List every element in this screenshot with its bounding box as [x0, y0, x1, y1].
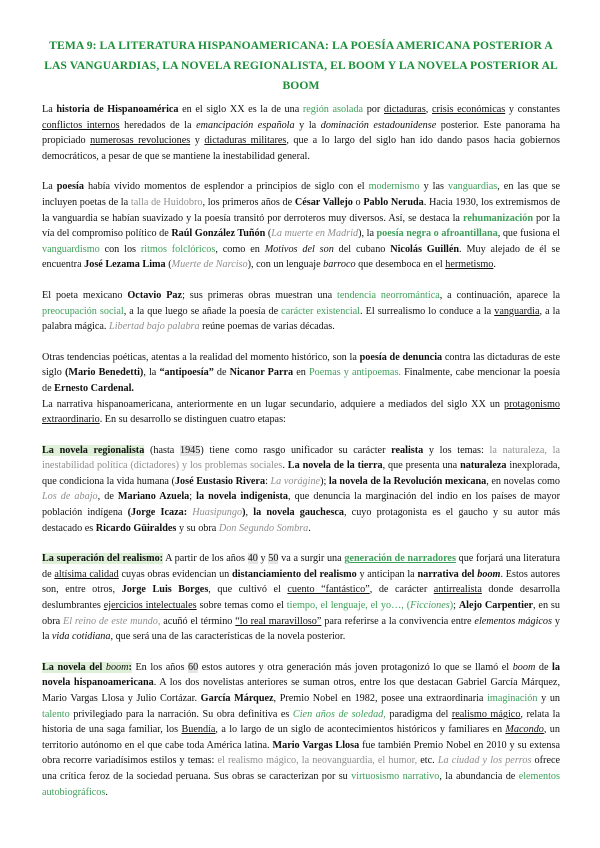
document-title: TEMA 9: LA LITERATURA HISPANOAMERICANA: LA POESÍA AMERICANA POSTERIOR A LAS VANGUARDIAS, LA NOVELA REGIONALISTA, EL BOOM Y LA NOVELA POSTERIOR AL BOOM [44, 39, 558, 92]
paragraph-other-trends: Otras tendencias poéticas, atentas a la realidad del momento histórico, son la poesía de denuncia contra las dictaduras de este siglo (Mario Benedetti), la “antipoesía” de Nicanor Parra en Poemas y antipoemas. Finalmente, cabe mencionar la poesía de Ernesto Cardenal. [42, 351, 560, 394]
paragraph-beyond-realism: La superación del realismo: A partir de los años 40 y 50 va a surgir una generación de narradores que forjará una literatura de altísima calidad cuyas obras evidencian un distanciamiento del realismo y anticipan la narrativa del boom. Estos autores son, entre otros, Jorge Luis Borges, que cultivó el cuento “fantástico”, de carácter antirrealista donde desarrolla deslumbrantes ejercicios intelectuales sobre temas como el tiempo, el lenguaje, el yo…, (Ficciones); Alejo Carpentier, en su obra El reino de este mundo, acuñó el término “lo real maravilloso” para referirse a la convivencia entre elementos mágicos y la vida cotidiana, que será una de las características de la novela posterior. [42, 553, 561, 643]
paragraph-octavio-paz: El poeta mexicano Octavio Paz; sus primeras obras muestran una tendencia neorromántica, a continuación, aparece la preocupación social, a la que luego se añade la poesía de carácter existencial. El surrealismo lo conduce a la vanguardia, a la palabra mágica. Libertad bajo palabra reúne poemas de varias décadas. [42, 289, 561, 333]
paragraph-boom-novel: La novela del boom: En los años 60 estos autores y otra generación más joven protagonizó lo que se llamó el boom de la novela hispanoamericana. A los dos novelistas anteriores se suman otros, entre los que destacan Gabriel García Márquez, Mario Vargas Llosa y Julio Cortázar. García Márquez, Premio Nobel en 1982, posee una extraordinaria imaginación y un talento privilegiado para la narración. Su obra definitiva es Cien años de soledad, paradigma del realismo mágico, relata la historia de una saga familiar, los Buendía, a lo largo de un siglo de acontecimientos históricos y familiares en Macondo, un territorio autónomo en el que cabe toda América latina. Mario Vargas Llosa fue también Premio Nobel en 2010 y su extensa obra recorre variadísimos estilos y temas: el realismo mágico, la neovanguardia, el humor, etc. La ciudad y los perros ofrece una crítica feroz de la sociedad peruana. Sus obras se caracterizan por su virtuosismo narrativo, la abundancia de elementos autobiográficos. [42, 661, 561, 798]
paragraph-poetry: La poesía había vivido momentos de esplendor a principios de siglo con el modernismo y las vanguardias, en las que se incluyen poetas de la talla de Huidobro, los primeros años de César Vallejo o Pablo Neruda. Hacia 1930, los extremismos de la vanguardia se habían suavizado y la poesía transitó por derroteros muy diversos. Así, se destaca la rehumanización por la vía del compromiso político de Raúl González Tuñón (La muerte en Madrid), la poesía negra o afroantillana, que fusiona el vanguardismo con los ritmos folclóricos, como en Motivos del son del cubano Nicolás Guillén. Muy alejado de él se encuentra José Lezama Lima (Muerte de Narciso), con un lenguaje barroco que desemboca en el hermetismo. [42, 181, 561, 271]
paragraph-narrative-intro: La narrativa hispanoamericana, anteriormente en un lugar secundario, adquiere a mediados del siglo XX un protagonismo extraordinario. En su desarrollo se distinguen cuatro etapas: [42, 398, 560, 426]
paragraph-historical-context: La historia de Hispanoamérica en el siglo XX es la de una región asolada por dictaduras, crisis económicas y constantes conflictos internos heredados de la emancipación española y la dominación estadounidense posterior. Este panorama ha propiciado numerosas revoluciones y dictaduras militares, que a lo largo del siglo han ido dando pasos hacia gobiernos democráticos, a pesar de que se mantiene la inestabilidad general. [42, 104, 561, 162]
paragraph-regional-novel: La novela regionalista (hasta 1945) tiene como rasgo unificador su carácter realista y los temas: la naturaleza, la inestabilidad política (dictadores) y los problemas sociales. La novela de la tierra, que presenta una naturaleza inexplorada, que condiciona la vida humana (José Eustasio Rivera: La vorágine); la novela de la Revolución mexicana, en novelas como Los de abajo, de Mariano Azuela; la novela indigenista, que denuncia la marginación del indio en los países de mayor población indígena (Jorge Icaza: Huasipungo), la novela gauchesca, cuyo protagonista es el gaucho y su autor más destacado es Ricardo Güiraldes y su obra Don Segundo Sombra. [42, 444, 561, 534]
